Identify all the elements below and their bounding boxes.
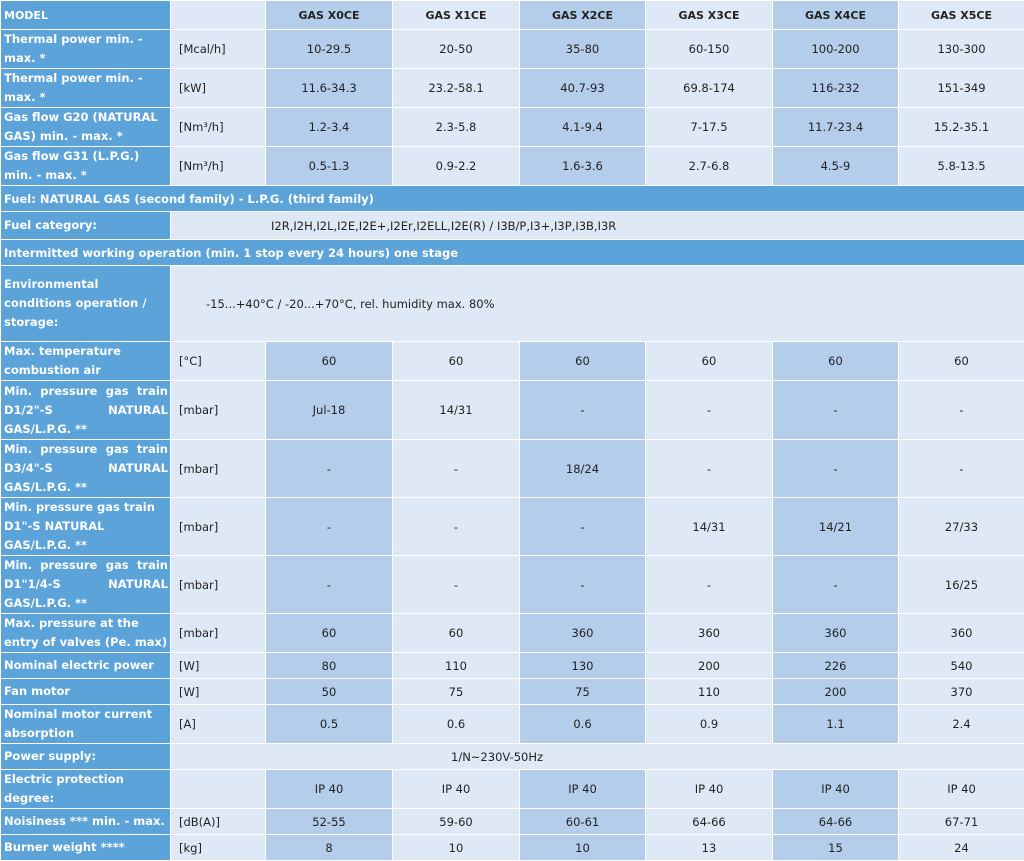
row-label: Fuel category: — [1, 212, 171, 240]
section-row — [1, 186, 1024, 212]
row-unit: [kW] — [171, 69, 266, 108]
fuel-category-value: I2R,I2H,I2L,I2E,I2E+,I2Er,I2ELL,I2E(R) / I3B/P,I3+,I3P,I3B,I3R — [171, 212, 1024, 240]
table-cell: 18/24 — [520, 440, 646, 498]
table-cell: - — [899, 381, 1024, 440]
table-cell: 23.2-58.1 — [393, 69, 520, 108]
row-label: Nominal motor current absorption — [1, 705, 171, 744]
table-cell: - — [266, 440, 393, 498]
table-cell: 4.5-9 — [773, 147, 899, 186]
row-label: Thermal power min. - max. * — [1, 69, 171, 108]
table-cell: IP 40 — [646, 770, 773, 809]
table-row — [1, 342, 1024, 381]
table-cell: 15 — [773, 835, 899, 861]
table-cell: 35-80 — [520, 30, 646, 69]
row-unit: [W] — [171, 653, 266, 679]
table-cell: 60 — [899, 342, 1024, 381]
table-cell: - — [520, 556, 646, 614]
table-cell: 60-61 — [520, 809, 646, 835]
table-cell: 226 — [773, 653, 899, 679]
table-row — [1, 744, 1024, 770]
model-header: GAS X3CE — [646, 1, 773, 30]
model-header: GAS X5CE — [899, 1, 1024, 30]
table-cell: 0.6 — [520, 705, 646, 744]
table-cell: 11.6-34.3 — [266, 69, 393, 108]
table-row — [1, 705, 1024, 744]
table-cell: - — [520, 498, 646, 556]
table-cell: 1.1 — [773, 705, 899, 744]
table-row — [1, 212, 1024, 240]
model-header: GAS X2CE — [520, 1, 646, 30]
unit-cell — [171, 1, 266, 30]
row-label: Fan motor — [1, 679, 171, 705]
row-label: Noisiness *** min. - max. — [1, 809, 171, 835]
table-cell: - — [393, 498, 520, 556]
table-cell: 52-55 — [266, 809, 393, 835]
table-row — [1, 679, 1024, 705]
table-cell: 0.5-1.3 — [266, 147, 393, 186]
table-cell: 110 — [646, 679, 773, 705]
table-cell: 14/31 — [393, 381, 520, 440]
table-cell: - — [646, 381, 773, 440]
row-label: Max. temperature combustion air — [1, 342, 171, 381]
table-cell: - — [773, 556, 899, 614]
table-cell: 0.5 — [266, 705, 393, 744]
table-cell: 13 — [646, 835, 773, 861]
table-cell: 116-232 — [773, 69, 899, 108]
table-cell: 130 — [520, 653, 646, 679]
table-cell: 16/25 — [899, 556, 1024, 614]
table-cell: - — [266, 556, 393, 614]
row-label: Electric protection degree: — [1, 770, 171, 809]
model-header: GAS X1CE — [393, 1, 520, 30]
table-cell: 5.8-13.5 — [899, 147, 1024, 186]
environment-value: -15...+40°C / -20...+70°C, rel. humidity max. 80% — [171, 266, 1024, 342]
row-label: Max. pressure at the entry of valves (Pe. max) — [1, 614, 171, 653]
row-label: Min. pressure gas train D1"-S NATURAL GAS/L.P.G. ** — [1, 498, 171, 556]
table-cell: 151-349 — [899, 69, 1024, 108]
row-label: Thermal power min. - max. * — [1, 30, 171, 69]
table-cell: - — [899, 440, 1024, 498]
header-row — [1, 1, 1024, 30]
row-unit: [mbar] — [171, 381, 266, 440]
table-cell: 200 — [773, 679, 899, 705]
table-cell: 10-29.5 — [266, 30, 393, 69]
table-row — [1, 653, 1024, 679]
row-unit: [A] — [171, 705, 266, 744]
row-unit: [kg] — [171, 835, 266, 861]
table-cell: 60 — [266, 342, 393, 381]
table-row — [1, 69, 1024, 108]
table-cell: 27/33 — [899, 498, 1024, 556]
table-cell: 2.3-5.8 — [393, 108, 520, 147]
row-label: Gas flow G20 (NATURAL GAS) min. - max. * — [1, 108, 171, 147]
row-unit — [171, 770, 266, 809]
table-cell: Jul-18 — [266, 381, 393, 440]
table-cell: 67-71 — [899, 809, 1024, 835]
table-row — [1, 30, 1024, 69]
table-cell: 360 — [520, 614, 646, 653]
table-cell: - — [393, 556, 520, 614]
table-cell: 2.7-6.8 — [646, 147, 773, 186]
table-cell: 0.9-2.2 — [393, 147, 520, 186]
table-cell: 50 — [266, 679, 393, 705]
table-cell: 360 — [773, 614, 899, 653]
table-cell: - — [773, 381, 899, 440]
table-row — [1, 556, 1024, 614]
table-cell: 15.2-35.1 — [899, 108, 1024, 147]
table-cell: 60 — [773, 342, 899, 381]
section-row — [1, 240, 1024, 266]
table-cell: IP 40 — [899, 770, 1024, 809]
table-cell: 1.2-3.4 — [266, 108, 393, 147]
table-row — [1, 770, 1024, 809]
table-cell: 59-60 — [393, 809, 520, 835]
table-cell: 69.8-174 — [646, 69, 773, 108]
table-cell: 8 — [266, 835, 393, 861]
table-row — [1, 147, 1024, 186]
table-cell: 60 — [520, 342, 646, 381]
model-header: GAS X4CE — [773, 1, 899, 30]
power-supply-value: 1/N~230V-50Hz — [171, 744, 1024, 770]
row-label: Environmental conditions operation / storage: — [1, 266, 171, 342]
table-cell: 10 — [393, 835, 520, 861]
model-header: GAS X0CE — [266, 1, 393, 30]
table-cell: 100-200 — [773, 30, 899, 69]
table-row — [1, 381, 1024, 440]
table-cell: 130-300 — [899, 30, 1024, 69]
row-unit: [mbar] — [171, 440, 266, 498]
row-unit: [Nm³/h] — [171, 147, 266, 186]
row-unit: [°C] — [171, 342, 266, 381]
table-cell: - — [646, 556, 773, 614]
table-cell: IP 40 — [266, 770, 393, 809]
table-cell: 60 — [393, 342, 520, 381]
row-label: Min. pressure gas train D3/4"-S NATURAL GAS/L.P.G. ** — [1, 440, 171, 498]
table-cell: 64-66 — [646, 809, 773, 835]
row-label: Nominal electric power — [1, 653, 171, 679]
row-label: Gas flow G31 (L.P.G.) min. - max. * — [1, 147, 171, 186]
table-row — [1, 266, 1024, 342]
table-cell: 370 — [899, 679, 1024, 705]
row-label: Min. pressure gas train D1"1/4-S NATURAL GAS/L.P.G. ** — [1, 556, 171, 614]
table-cell: 75 — [520, 679, 646, 705]
table-cell: 11.7-23.4 — [773, 108, 899, 147]
row-label: Burner weight **** — [1, 835, 171, 861]
table-cell: IP 40 — [773, 770, 899, 809]
row-unit: [dB(A)] — [171, 809, 266, 835]
table-cell: 80 — [266, 653, 393, 679]
table-cell: 40.7-93 — [520, 69, 646, 108]
table-cell: - — [646, 440, 773, 498]
row-label: Min. pressure gas train D1/2"-S NATURAL GAS/L.P.G. ** — [1, 381, 171, 440]
table-cell: - — [520, 381, 646, 440]
table-cell: 60 — [393, 614, 520, 653]
table-cell: 60 — [266, 614, 393, 653]
table-cell: IP 40 — [520, 770, 646, 809]
table-cell: - — [773, 440, 899, 498]
table-row — [1, 108, 1024, 147]
table-cell: - — [393, 440, 520, 498]
table-cell: 10 — [520, 835, 646, 861]
table-cell: 0.9 — [646, 705, 773, 744]
row-unit: [mbar] — [171, 498, 266, 556]
table-cell: 110 — [393, 653, 520, 679]
table-cell: 2.4 — [899, 705, 1024, 744]
fuel-heading: Fuel: NATURAL GAS (second family) - L.P.G. (third family) — [1, 186, 1024, 212]
table-cell: 360 — [899, 614, 1024, 653]
table-cell: 14/31 — [646, 498, 773, 556]
table-cell: 60 — [646, 342, 773, 381]
row-unit: [mbar] — [171, 556, 266, 614]
intermitted-heading: Intermitted working operation (min. 1 stop every 24 hours) one stage — [1, 240, 1024, 266]
table-cell: 360 — [646, 614, 773, 653]
row-unit: [Nm³/h] — [171, 108, 266, 147]
row-label: Power supply: — [1, 744, 171, 770]
table-cell: 24 — [899, 835, 1024, 861]
table-cell: 200 — [646, 653, 773, 679]
table-cell: - — [266, 498, 393, 556]
table-cell: 60-150 — [646, 30, 773, 69]
table-cell: 7-17.5 — [646, 108, 773, 147]
table-row — [1, 440, 1024, 498]
table-cell: 64-66 — [773, 809, 899, 835]
table-cell: 75 — [393, 679, 520, 705]
row-unit: [mbar] — [171, 614, 266, 653]
row-unit: [W] — [171, 679, 266, 705]
table-row — [1, 498, 1024, 556]
table-cell: 14/21 — [773, 498, 899, 556]
table-cell: 20-50 — [393, 30, 520, 69]
table-row — [1, 614, 1024, 653]
table-cell: 4.1-9.4 — [520, 108, 646, 147]
table-cell: 1.6-3.6 — [520, 147, 646, 186]
row-unit: [Mcal/h] — [171, 30, 266, 69]
table-cell: 540 — [899, 653, 1024, 679]
table-cell: 0.6 — [393, 705, 520, 744]
table-row — [1, 835, 1024, 861]
model-label: MODEL — [1, 1, 171, 30]
table-cell: IP 40 — [393, 770, 520, 809]
